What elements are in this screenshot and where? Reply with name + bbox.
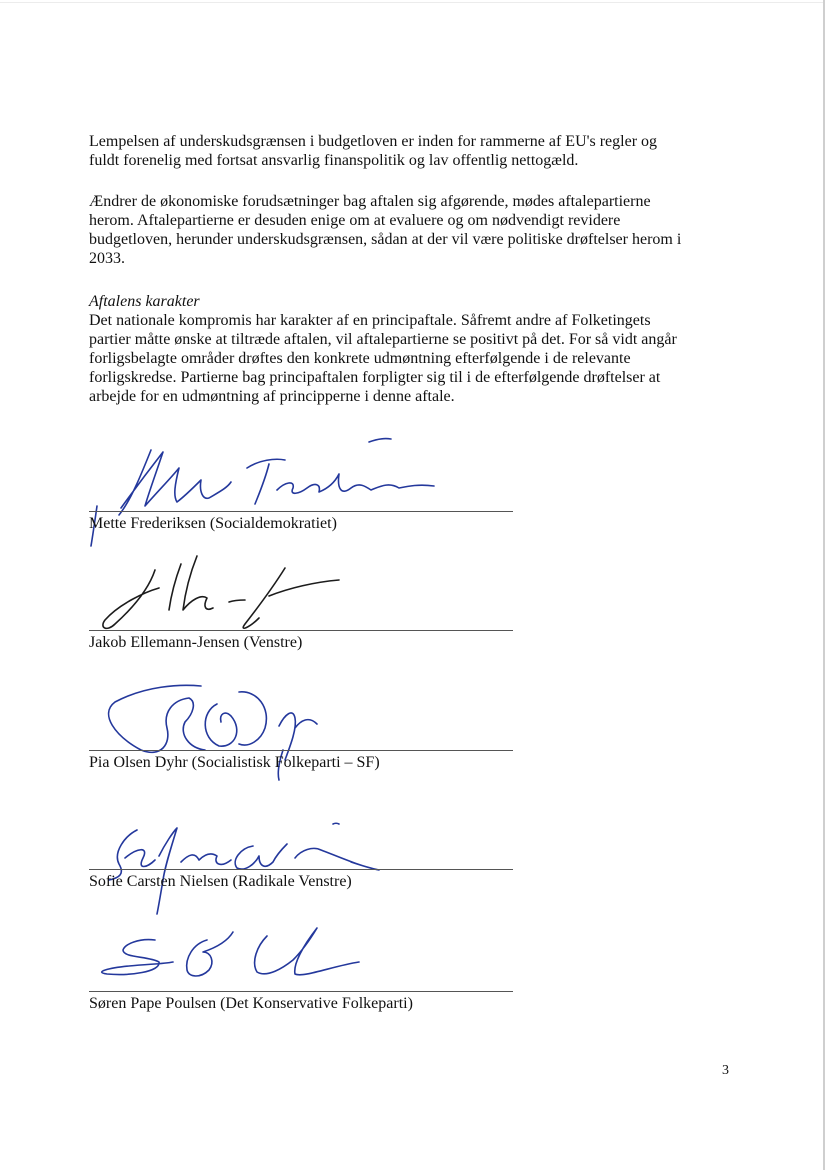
paragraph-economic-assumptions — [89, 192, 749, 268]
signature-line — [89, 630, 513, 631]
signature-block-carsten-nielsen — [89, 808, 519, 918]
page-top-edge — [0, 2, 823, 3]
signatory-name: Sofie Carsten Nielsen (Radikale Venstre) — [89, 873, 352, 890]
text-line: Lempelsen af underskudsgrænsen i budgetloven er inden for rammerne af EU's regler og — [89, 133, 658, 150]
signature-block-ellemann-jensen — [89, 548, 519, 658]
signature-line — [89, 750, 513, 751]
page-number: 3 — [722, 1063, 729, 1078]
signature-block-olsen-dyhr — [89, 672, 519, 782]
paragraph-agreement-character — [89, 292, 749, 406]
text-line: budgetloven, herunder underskudsgrænsen, sådan at der vil være politiske drøftelser herom i — [89, 231, 682, 248]
text-line: partier måtte ønske at tiltræde aftalen, vil aftalepartierne se positivt på det. For så vidt angår — [89, 331, 677, 348]
text-line: 2033. — [89, 250, 125, 267]
paragraph-budget-law — [89, 132, 749, 170]
signature-block-frederiksen — [89, 430, 519, 550]
signatory-name: Pia Olsen Dyhr (Socialistisk Folkeparti – SF) — [89, 754, 380, 771]
signature-line — [89, 511, 513, 512]
signatory-name: Søren Pape Poulsen (Det Konservative Folkeparti) — [89, 995, 413, 1012]
signature-block-pape-poulsen — [89, 918, 519, 1018]
text-line: fuldt forenelig med fortsat ansvarlig finanspolitik og lav offentlig nettogæld. — [89, 152, 579, 169]
text-line: Ændrer de økonomiske forudsætninger bag aftalen sig afgørende, mødes aftalepartierne — [89, 193, 651, 210]
text-line: forligskredse. Partierne bag principaftalen forpligter sig til i de efterfølgende drøftelser at — [89, 369, 661, 386]
text-line: arbejde for en udmøntning af principperne i denne aftale. — [89, 388, 455, 405]
signature-line — [89, 991, 513, 992]
page-right-edge — [823, 0, 825, 1170]
text-line: herom. Aftalepartierne er desuden enige om at evaluere og om nødvendigt revidere — [89, 212, 621, 229]
text-line: Det nationale kompromis har karakter af en principaftale. Såfremt andre af Folketingets — [89, 312, 651, 329]
handwritten-signature — [89, 808, 519, 918]
text-line: forligsbelagte områder drøftes den konkrete udmøntning efterfølgende i de relevante — [89, 350, 631, 367]
signatory-name: Jakob Ellemann-Jensen (Venstre) — [89, 634, 303, 651]
signature-line — [89, 869, 513, 870]
section-heading: Aftalens karakter — [89, 293, 200, 310]
signatory-name: Mette Frederiksen (Socialdemokratiet) — [89, 515, 337, 532]
